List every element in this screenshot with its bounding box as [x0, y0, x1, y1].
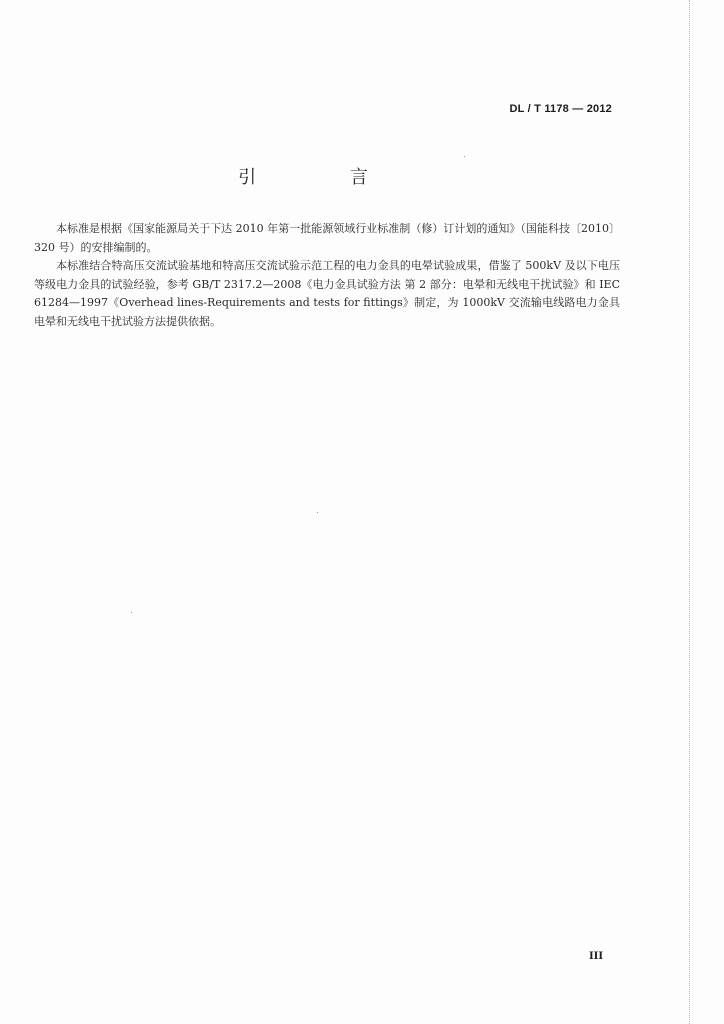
standard-code-header: DL / T 1178 — 2012 — [509, 103, 612, 115]
foreword-body — [34, 220, 620, 331]
paragraph-1: 本标准是根据《国家能源局关于下达 2010 年第一批能源领域行业标准制（修）订计划的通知》（国能科技〔2010〕320 号）的安排编制的。 — [34, 222, 620, 254]
scan-speck — [317, 512, 318, 513]
scan-speck — [464, 156, 465, 157]
page-title: 引 言 — [238, 167, 412, 188]
paragraph-2: 本标准结合特高压交流试验基地和特高压交流试验示范工程的电力金具的电晕试验成果，借鉴了 500kV 及以下电压等级电力金具的试验经验，参考 GB/T 2317.2—2008《电力金具试验方法 第 2 部分：电晕和无线电干扰试验》和 IEC 61284—1997《Overhead lines-Requirements and tests for fittings》制定，为 1000kV 交流输电线路电力金具电晕和无线电干扰试验方法提供依据。 — [34, 259, 620, 328]
scan-speck — [131, 612, 132, 613]
page-number: III — [589, 951, 604, 962]
scan-edge-line — [689, 0, 690, 1024]
